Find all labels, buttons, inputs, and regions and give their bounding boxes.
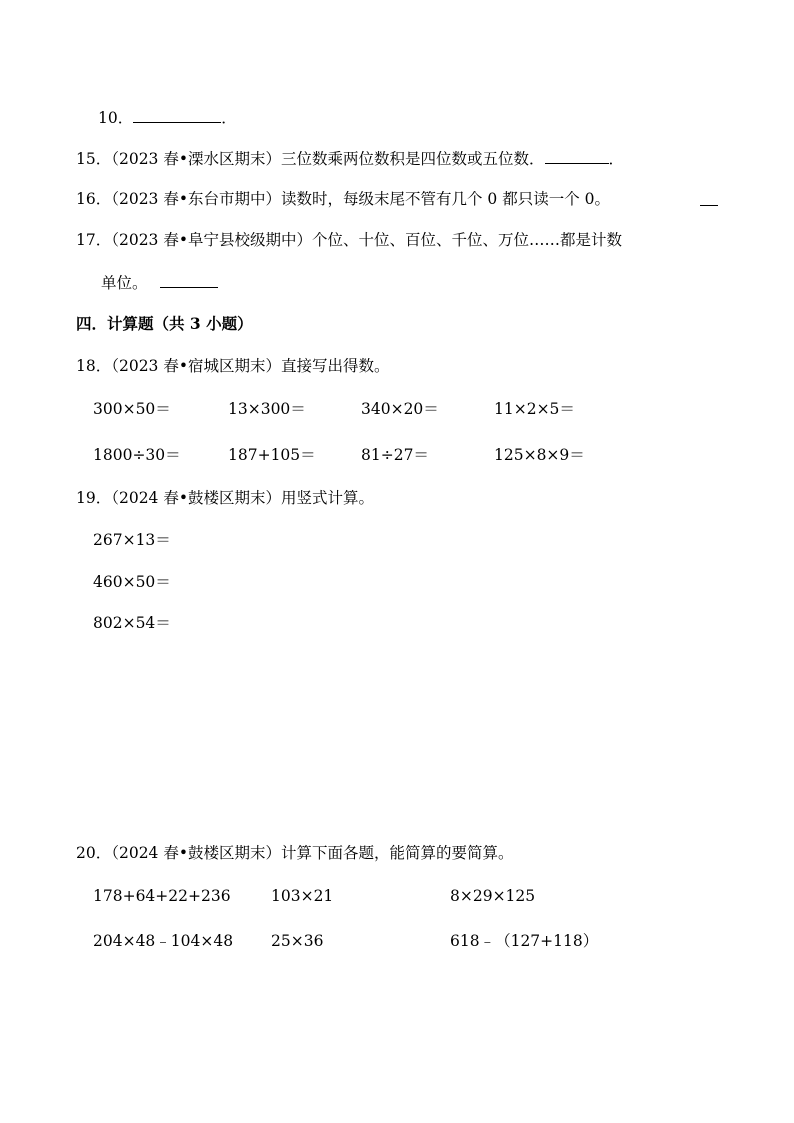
question-20 <box>76 843 514 863</box>
question-19-text: 19．（2024 春•鼓楼区期末）用竖式计算。 <box>76 489 374 507</box>
question-16-text: 16．（2023 春•东台市期中）读数时，每级末尾不管有几个 0 都只读一个 0。 <box>76 190 610 208</box>
question-17-cont <box>101 272 218 293</box>
q18-item: 1800÷30＝ <box>93 446 181 464</box>
question-17-line2: 单位。 <box>101 274 148 292</box>
q18-item: 125×8×9＝ <box>494 446 585 464</box>
q20-item: 25×36 <box>271 932 324 950</box>
q18-item: 13×300＝ <box>228 400 306 418</box>
q20-item: 178+64+22+236 <box>93 887 231 905</box>
q19-item: 802×54＝ <box>93 614 171 632</box>
q20-item: 204×48﹣104×48 <box>93 932 234 950</box>
q18-item: 11×2×5＝ <box>494 400 575 418</box>
question-15-text: 15．（2023 春•溧水区期末）三位数乘两位数积是四位数或五位数． <box>76 150 545 168</box>
q20-item: 618﹣（127+118） <box>450 932 599 950</box>
q15-answer-blank[interactable] <box>545 148 609 164</box>
q14-answer-blank[interactable] <box>133 107 221 123</box>
question-17 <box>76 230 622 250</box>
question-17-line1: 17．（2023 春•阜宁县校级期中）个位、十位、百位、千位、万位……都是计数 <box>76 231 622 249</box>
q14-suffix: ． <box>221 109 237 127</box>
q20-item: 103×21 <box>271 887 334 905</box>
q18-item: 340×20＝ <box>361 400 439 418</box>
question-19 <box>76 488 374 508</box>
q14-answer-line <box>98 107 237 128</box>
section-heading-text: 四．计算题（共 3 小题） <box>76 314 253 333</box>
q18-item: 81÷27＝ <box>361 446 429 464</box>
q19-item: 460×50＝ <box>93 573 171 591</box>
question-20-text: 20．（2024 春•鼓楼区期末）计算下面各题，能简算的要简算。 <box>76 844 514 862</box>
q20-item: 8×29×125 <box>450 887 536 905</box>
q18-item: 300×50＝ <box>93 400 171 418</box>
q15-suffix: ． <box>608 150 625 168</box>
q19-item: 267×13＝ <box>93 531 171 549</box>
question-16 <box>76 189 610 209</box>
section-heading <box>76 314 253 334</box>
question-18 <box>76 356 390 376</box>
q14-prefix: 10． <box>98 109 134 127</box>
q17-answer-blank[interactable] <box>160 272 218 288</box>
question-15 <box>76 148 624 169</box>
q18-item: 187+105＝ <box>228 446 316 464</box>
q16-answer-blank[interactable] <box>700 190 718 206</box>
question-18-text: 18．（2023 春•宿城区期末）直接写出得数。 <box>76 357 390 375</box>
